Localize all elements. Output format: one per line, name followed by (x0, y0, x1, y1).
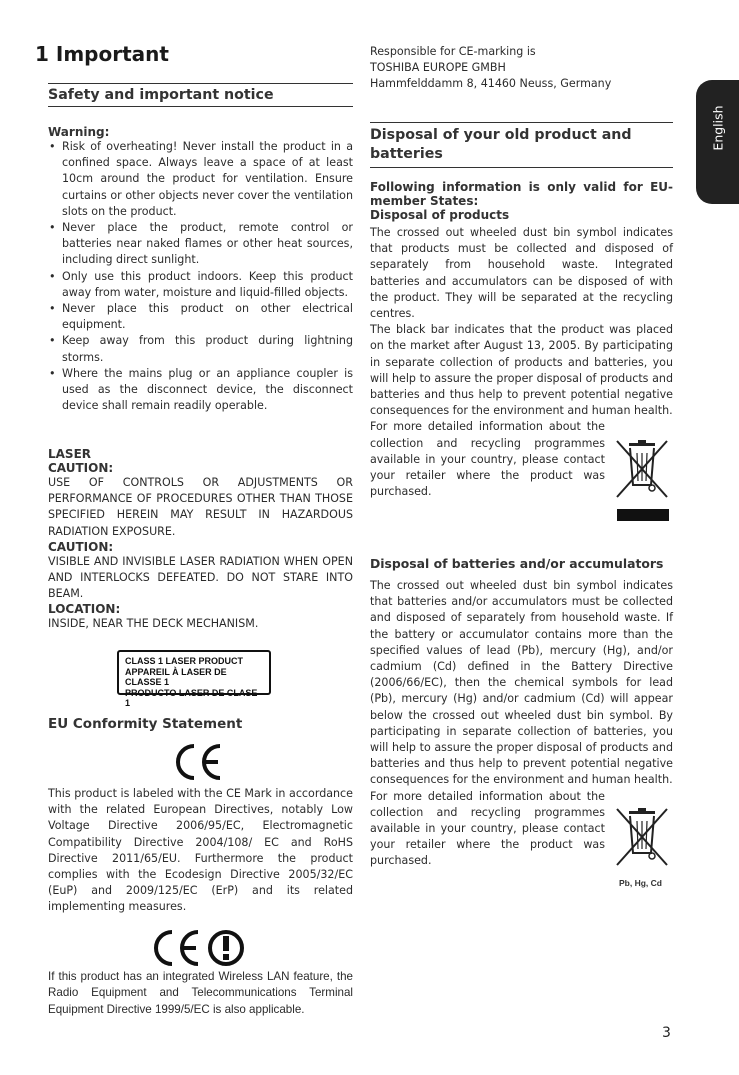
batteries-text: The crossed out wheeled dust bin symbol indicates that batteries and/or accumulators must be collected and disposed of separately from household waste. If the battery or accumulator contains more than the specified values of lead (Pb), mercury (Hg), and/or cadmium (Cd) defined in the Battery Directive (2006/66/EC), then the chemical symbols for lead (Pb), mercury (Hg) and/or cadmium (Cd) will appear below the crossed out wheeled dust bin symbol. By participating in separate collection of batteries, you will help to assure the proper disposal of products and batteries and thus help to prevent potential negative consequences for the environment and human health. (370, 579, 673, 787)
ce-mark-icon (172, 742, 224, 782)
eu-text-block (48, 786, 353, 916)
laser-label-line: CLASS 1 LASER PRODUCT (125, 656, 244, 666)
batteries-head: Disposal of batteries and/or accumulators (370, 556, 664, 571)
crossed-bin-icon (613, 437, 671, 501)
disposal-title: Disposal of your old product and batteries (370, 122, 673, 168)
eu-only-note: Following information is only valid for EU-member States: (370, 180, 673, 208)
wlan-block (48, 969, 353, 1018)
batteries-text: For more detailed information about the collection and recycling programmes available in your country, please contact your retailer where the product was purchased. (370, 789, 605, 868)
laser-label-line: PRODUCTO LASER DE CLASE 1 (125, 687, 258, 708)
caution-head: CAUTION: (48, 461, 114, 475)
products-head: Disposal of products (370, 208, 510, 222)
list-item: • Never place the product, remote control or batteries near naked flames or other heat sources, including direct sunlight. (62, 220, 353, 269)
eu-conformity-title: EU Conformity Statement (48, 716, 243, 732)
products-text: For more detailed information about the collection and recycling programmes available in your country, please contact your retailer where the product was purchased. (370, 420, 605, 499)
language-tab-label: English (710, 105, 725, 151)
warning-list (48, 139, 353, 414)
caution-text: VISIBLE AND INVISIBLE LASER RADIATION WHEN OPEN AND INTERLOCKS DEFEATED. DO NOT STARE INTO BEAM. (48, 554, 353, 601)
list-item: • Where the mains plug or an appliance coupler is used as the disconnect device, the disconnect device shall remain readily operable. (62, 366, 353, 415)
list-item: • Risk of overheating! Never install the product in a confined space. Always leave a space of at least 10cm around the product for ventilation. Ensure curtains or other objects never cover the ventilation slots on the product. (62, 139, 353, 220)
products-text: The crossed out wheeled dust bin symbol indicates that products must be collected and disposed of separately from household waste. Integrated batteries and accumulators can be disposed of with the product. They will be separated at the recycling centres. (370, 226, 673, 321)
safety-title: Safety and important notice (48, 83, 353, 107)
ce-resp-line: TOSHIBA EUROPE GMBH (370, 61, 506, 75)
list-item: • Only use this product indoors. Keep this product away from water, moisture and liquid-filled objects. (62, 269, 353, 301)
laser-class-label (117, 650, 271, 708)
ce-resp-line: Responsible for CE-marking is (370, 45, 536, 58)
black-bar (617, 509, 669, 521)
warning-block (48, 125, 353, 414)
chapter-title: 1 Important (35, 42, 169, 66)
eu-text: This product is labeled with the CE Mark in accordance with the related European Directives, notably Low Voltage Directive 2006/95/EC, Electromagnetic Compatibility Directive 2004/108/ EC and RoHS Directive 2011/65/EU. Furthermore the product complies with the Ecodesign Directive 2005/32/EC (EuP) and 2009/125/EC (ErP) and its related implementing measures. (48, 787, 353, 914)
warning-head: Warning: (48, 125, 110, 139)
list-item: • Keep away from this product during lightning storms. (62, 333, 353, 365)
laser-label-line: APPAREIL À LASER DE CLASSE 1 (125, 666, 227, 687)
laser-block (48, 447, 353, 633)
chem-symbols: Pb, Hg, Cd (619, 878, 662, 888)
ce-responsible-block (370, 44, 670, 93)
list-item: • Never place this product on other electrical equipment. (62, 301, 353, 333)
wlan-text: If this product has an integrated Wireless LAN feature, the Radio Equipment and Telecommunications Terminal Equipment Directive 1999/5/EC is also applicable. (48, 970, 353, 1016)
laser-head: LASER (48, 447, 92, 461)
crossed-bin-icon (613, 805, 671, 869)
page-number: 3 (662, 1025, 671, 1041)
location-text: INSIDE, NEAR THE DECK MECHANISM. (48, 617, 259, 631)
ce-resp-line: Hammfelddamm 8, 41460 Neuss, Germany (370, 77, 612, 91)
location-head: LOCATION: (48, 602, 121, 617)
caution-head: CAUTION: (48, 539, 114, 554)
products-text: The black bar indicates that the product was placed on the market after August 13, 2005. By participating in separate collection of products and batteries, you will help to assure the proper disposal of products and batteries and thus help to prevent potential negative consequences for the environment and human health. (370, 323, 673, 418)
caution-text: USE OF CONTROLS OR ADJUSTMENTS OR PERFORMANCE OF PROCEDURES OTHER THAN THOSE SPECIFIED HEREIN MAY RESULT IN HAZARDOUS RADIATION EXPOSURE. (48, 476, 353, 538)
ce-alert-mark-icon (152, 928, 244, 968)
language-tab (696, 80, 739, 204)
